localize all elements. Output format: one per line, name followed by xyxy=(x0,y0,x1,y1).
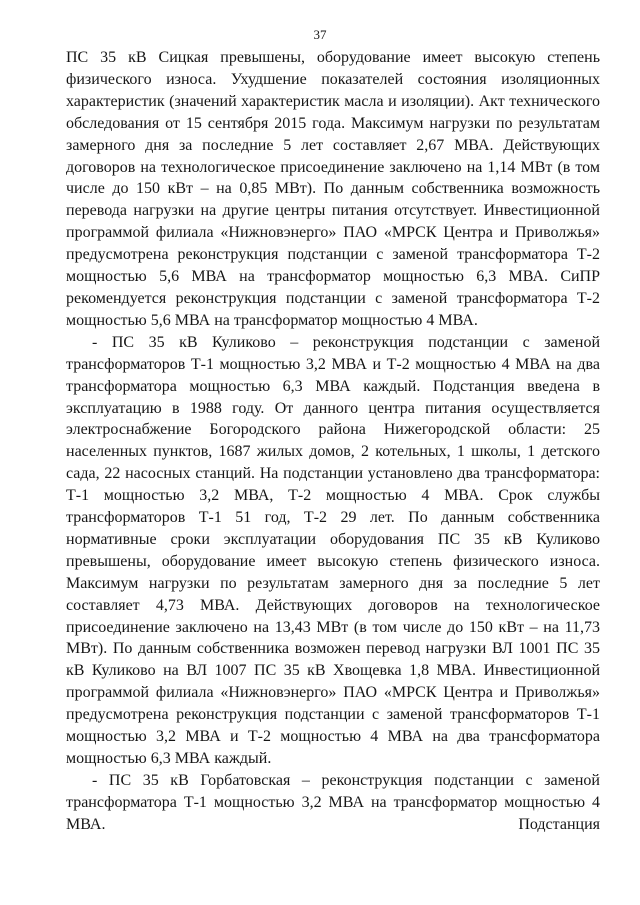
paragraph-sitskaya-continued: ПС 35 кВ Сицкая превышены, оборудование имеет высокую степень физического износа. Ухудшение показателей состояния изоляционных характеристик (значений характеристик масла и изоляции). Акт технического обследования от 15 сентября 2015 года. Максимум нагрузки по результатам замерного дня за последние 5 лет составляет 2,67 МВА. Действующих договоров на технологическое присоединение заключено на 1,14 МВт (в том числе до 150 кВт – на 0,85 МВт). По данным собственника возможность перевода нагрузки на другие центры питания отсутствует. Инвестиционной программой филиала «Нижновэнерго» ПАО «МРСК Центра и Приволжья» предусмотрена реконструкция подстанции с заменой трансформатора Т-2 мощностью 5,6 МВА на трансформатор мощностью 6,3 МВА. СиПР рекомендуется реконструкция подстанции с заменой трансформатора Т-2 мощностью 5,6 МВА на трансформатор мощностью 4 МВА. xyxy=(66,49,600,329)
page-number: 37 xyxy=(313,27,327,42)
document-body xyxy=(66,47,600,836)
paragraph-gorbatovskaya: - ПС 35 кВ Горбатовская – реконструкция подстанции с заменой трансформатора Т-1 мощностью 3,2 МВА на трансформатор мощностью 4 МВА. Подстанция xyxy=(66,771,600,833)
paragraph-kulikovo: - ПС 35 кВ Куликово – реконструкция подстанции с заменой трансформаторов Т-1 мощностью 3,2 МВА и Т-2 мощностью 4 МВА на два трансформатора мощностью 6,3 МВА каждый. Подстанция введена в эксплуатацию в 1988 году. От данного центра питания осуществляется электроснабжение Богородского района Нижегородской области: 25 населенных пунктов, 1687 жилых домов, 2 котельных, 1 школы, 1 детского сада, 22 насосных станций. На подстанции установлено два трансформатора: Т-1 мощностью 3,2 МВА, Т-2 мощностью 4 МВА. Срок службы трансформаторов Т-1 51 год, Т-2 29 лет. По данным собственника нормативные сроки эксплуатации оборудования ПС 35 кВ Куликово превышены, оборудование имеет высокую степень физического износа. Максимум нагрузки по результатам замерного дня за последние 5 лет составляет 4,73 МВА. Действующих договоров на технологическое присоединение заключено на 13,43 МВт (в том числе до 150 кВт – на 11,73 МВт). По данным собственника возможен перевод нагрузки ВЛ 1001 ПС 35 кВ Куликово на ВЛ 1007 ПС 35 кВ Хвощевка 1,8 МВА. Инвестиционной программой филиала «Нижновэнерго» ПАО «МРСК Центра и Приволжья» предусмотрена реконструкция подстанции с заменой трансформаторов Т-1 мощностью 3,2 МВА и Т-2 мощностью 4 МВА на два трансформатора мощностью 6,3 МВА каждый. xyxy=(66,333,600,767)
